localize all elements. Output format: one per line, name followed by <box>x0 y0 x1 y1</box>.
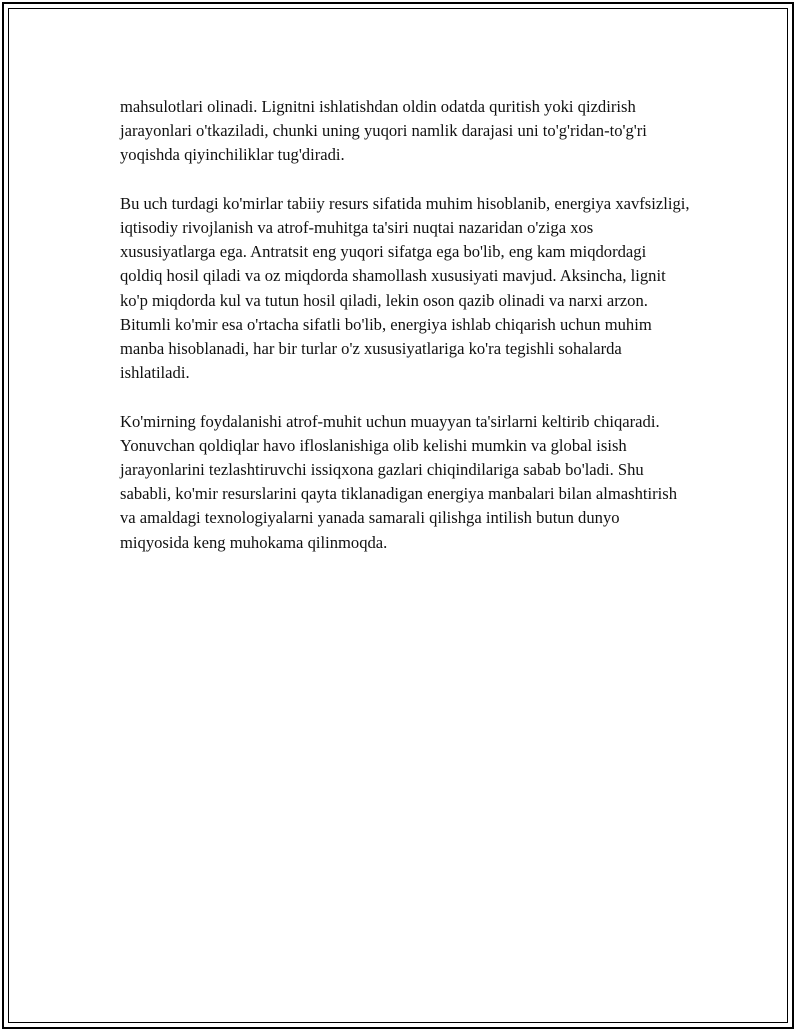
document-body <box>120 95 690 579</box>
paragraph-1: mahsulotlari olinadi. Lignitni ishlatishdan oldin odatda quritish yoki qizdirish jarayonlari o'tkaziladi, chunki uning yuqori namlik darajasi uni to'g'ridan-to'g'ri yoqishda qiyinchiliklar tug'diradi. <box>120 97 647 165</box>
paragraph-2: Bu uch turdagi ko'mirlar tabiiy resurs sifatida muhim hisoblanib, energiya xavfsizligi, iqtisodiy rivojlanish va atrof-muhitga ta'siri nuqtai nazaridan o'ziga xos xususiyatlarga ega. Antratsit eng yuqori sifatga ega bo'lib, eng kam miqdordagi qoldiq hosil qiladi va oz miqdorda shamollash xususiyati mavjud. Aksincha, lignit ko'p miqdorda kul va tutun hosil qiladi, lekin oson qazib olinadi va narxi arzon. Bitumli ko'mir esa o'rtacha sifatli bo'lib, energiya ishlab chiqarish uchun muhim manba hisoblanadi, har bir turlar o'z xususiyatlariga ko'ra tegishli sohalarda ishlatiladi. <box>120 193 690 383</box>
paragraph-3: Ko'mirning foydalanishi atrof-muhit uchun muayyan ta'sirlarni keltirib chiqaradi. Yonuvchan qoldiqlar havo ifloslanishiga olib kelishi mumkin va global isish jarayonlarini tezlashtiruvchi issiqxona gazlari chiqindilariga sabab bo'ladi. Shu sababli, ko'mir resurslarini qayta tiklanadigan energiya manbalari bilan almashtirish va amaldagi texnologiyalarni yanada samarali qilishga intilish butun dunyo miqyosida keng muhokama qilinmoqda. <box>120 411 678 552</box>
document-page <box>2 2 794 1029</box>
